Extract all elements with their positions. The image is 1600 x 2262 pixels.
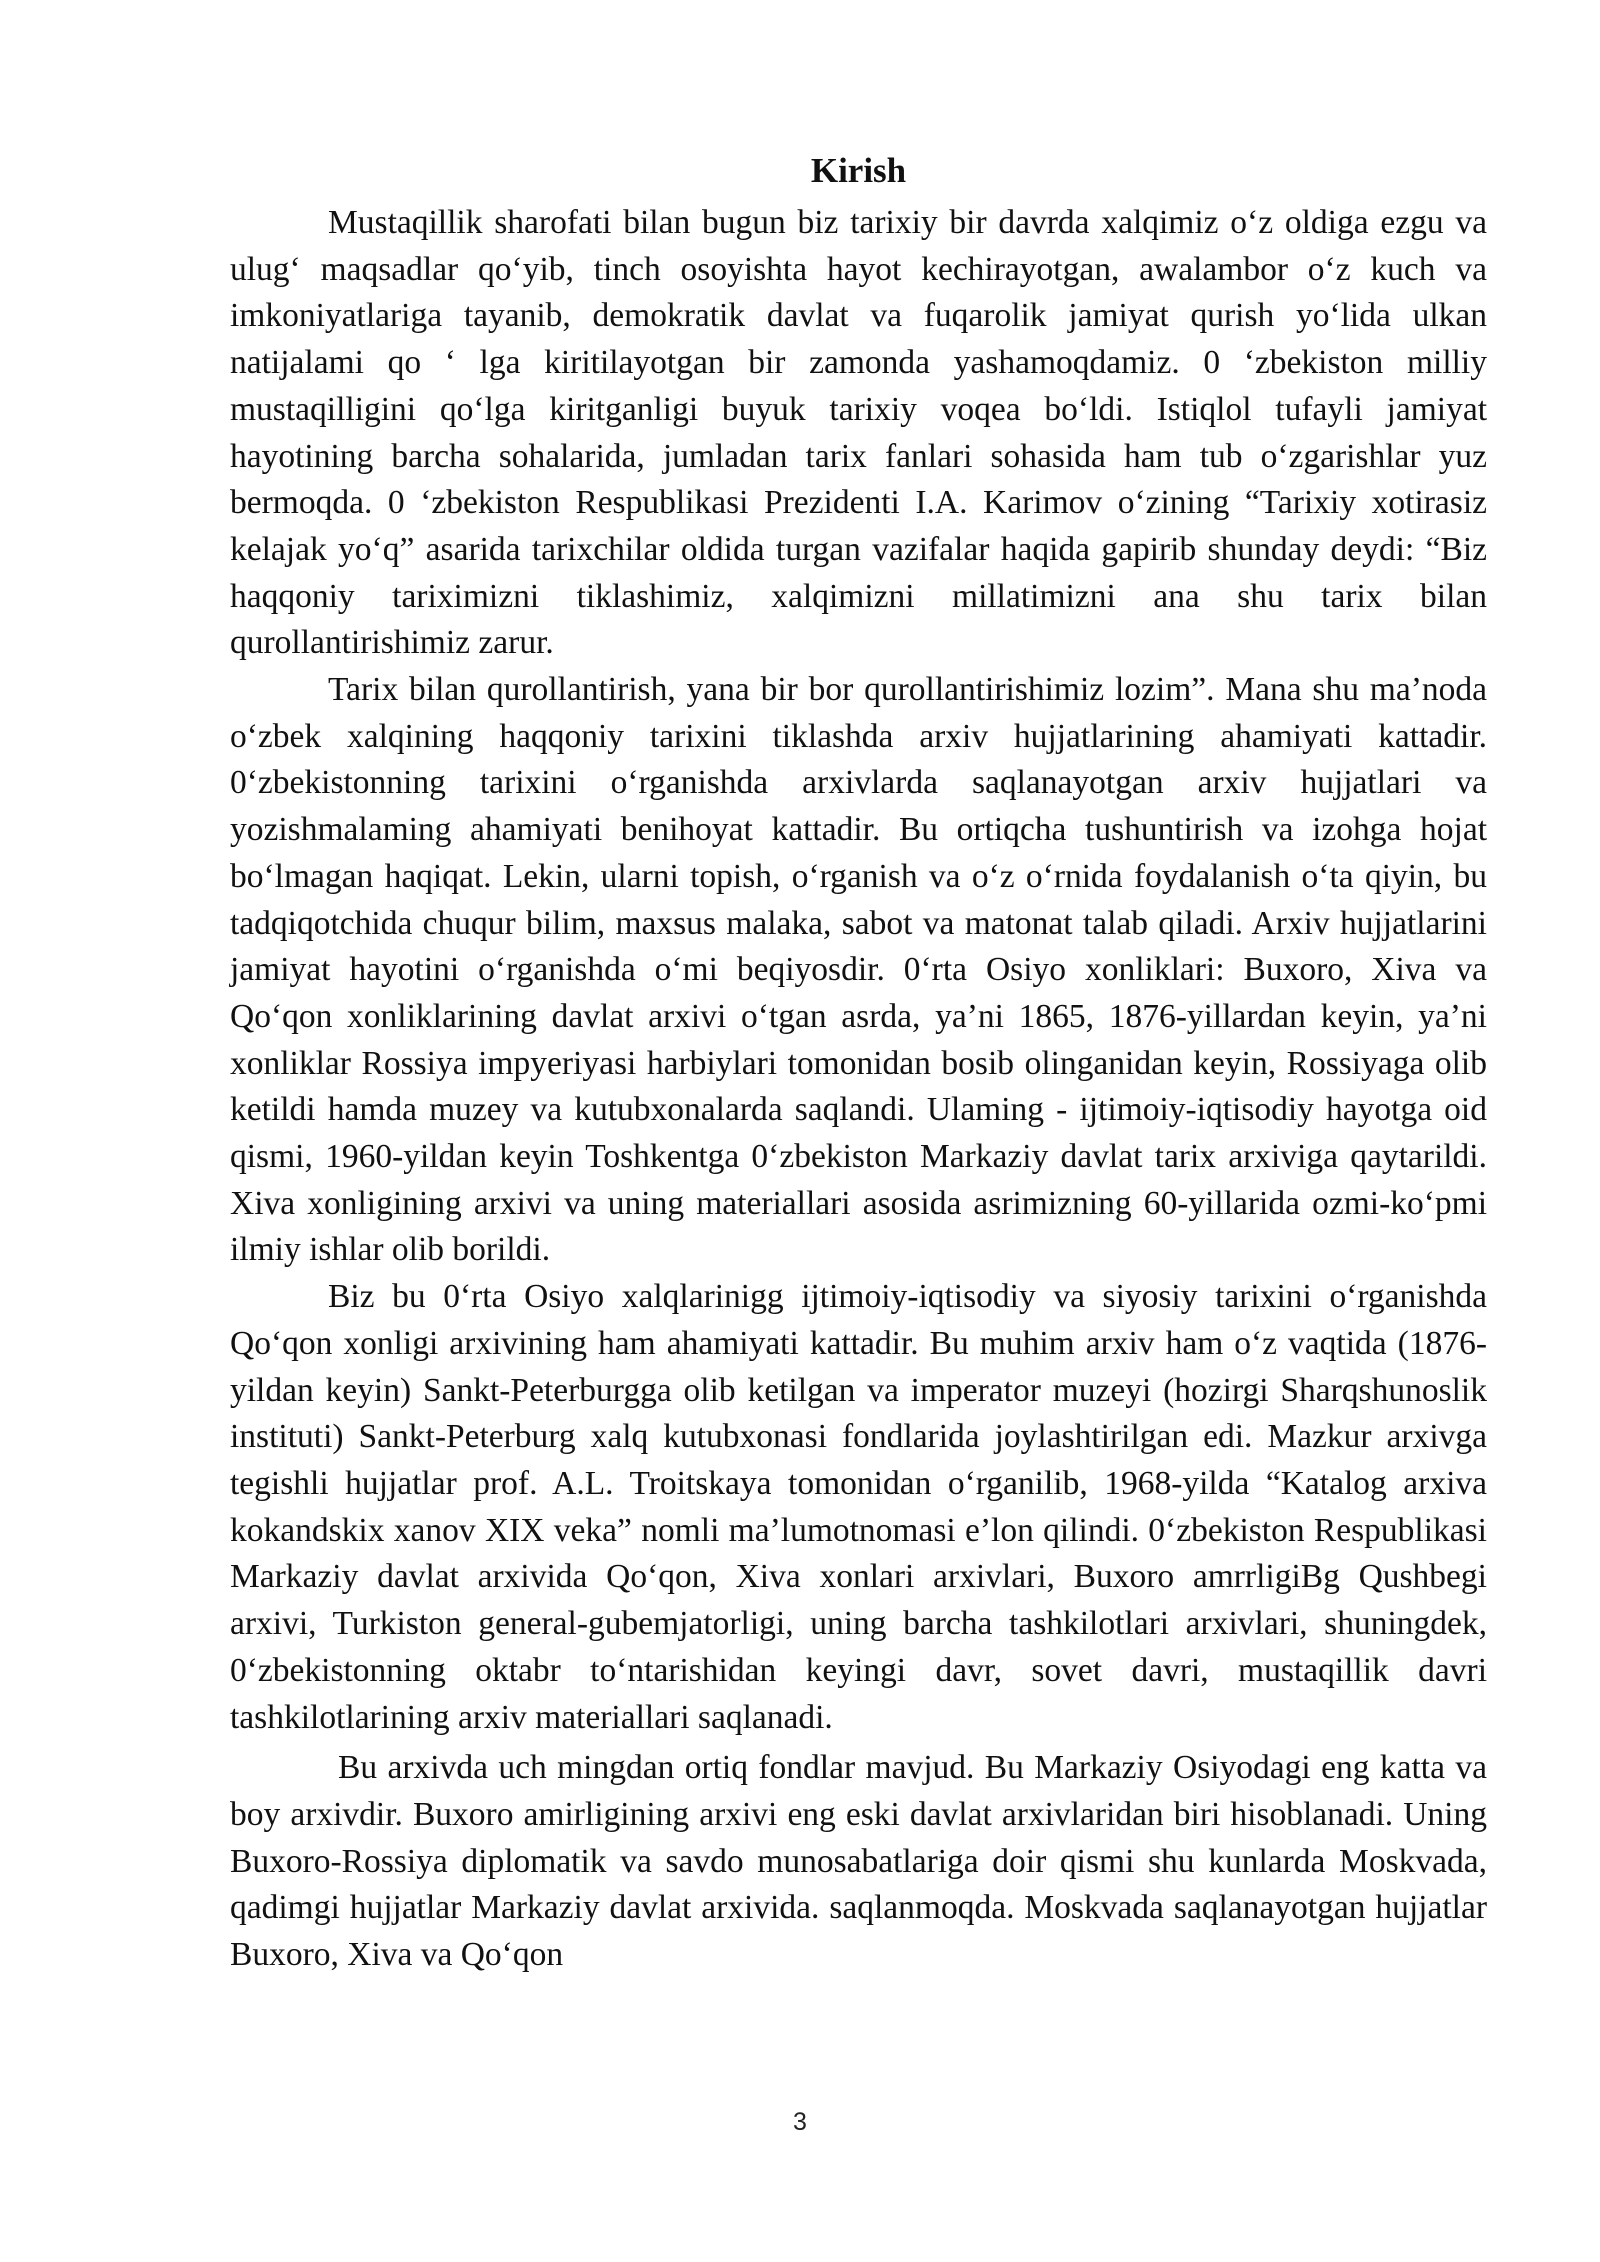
page-content xyxy=(230,148,1487,1979)
page-number: 3 xyxy=(793,2108,807,2136)
paragraph-2: Tarix bilan qurollantirish, yana bir bor qurollantirishimiz lozim”. Mana shu ma’noda o‘zbek xalqining haqqoniy tarixini tiklashda arxiv hujjatlarining ahamiyati kattadir. 0‘zbekistonning tarixini o‘rganishda arxivlarda saqlanayotgan arxiv hujjatlari va yozishmalaming ahamiyati benihoyat kattadir. Bu ortiqcha tushuntirish va izohga hojat bo‘lmagan haqiqat. Lekin, ularni topish, o‘rganish va o‘z o‘rnida foydalanish o‘ta qiyin, bu tadqiqotchida chuqur bilim, maxsus malaka, sabot va matonat talab qiladi. Arxiv hujjatlarini jamiyat hayotini o‘rganishda o‘mi beqiyosdir. 0‘rta Osiyo xonliklari: Buxoro, Xiva va Qo‘qon xonliklarining davlat arxivi o‘tgan asrda, ya’ni 1865, 1876-yillardan keyin, ya’ni xonliklar Rossiya impyeriyasi harbiylari tomonidan bosib olinganidan keyin, Rossiyaga olib ketildi hamda muzey va kutubxonalarda saqlandi. Ulaming - ijtimoiy-iqtisodiy hayotga oid qismi, 1960-yildan keyin Toshkentga 0‘zbekiston Markaziy davlat tarix arxiviga qaytarildi. Xiva xonligining arxivi va uning materiallari asosida asrimizning 60-yillarida ozmi-ko‘pmi ilmiy ishlar olib borildi. xyxy=(230,671,1487,1269)
page-title: Kirish xyxy=(810,151,907,190)
paragraph-3: Biz bu 0‘rta Osiyo xalqlarinigg ijtimoiy-iqtisodiy va siyosiy tarixini o‘rganishda Qo‘qon xonligi arxivining ham ahamiyati kattadir. Bu muhim arxiv ham o‘z vaqtida (1876-yildan keyin) Sankt-Peterburgga olib ketilgan va imperator muzeyi (hozirgi Sharqshunoslik instituti) Sankt-Peterburg xalq kutubxonasi fondlarida joylashtirilgan edi. Mazkur arxivga tegishli hujjatlar prof. A.L. Troitskaya tomonidan o‘rganilib, 1968-yilda “Katalog arxiva kokandskix xanov XIX veka” nomli ma’lumotnomasi e’lon qilindi. 0‘zbekiston Respublikasi Markaziy davlat arxivida Qo‘qon, Xiva xonlari arxivlari, Buxoro amrrligiBg Qushbegi arxivi, Turkiston general-gubemjatorligi, uning barcha tashkilotlari arxivlari, shuningdek, 0‘zbekistonning oktabr to‘ntarishidan keyingi davr, sovet davri, mustaqillik davri tashkilotlarining arxiv materiallari saqlanadi. xyxy=(230,1278,1487,1736)
paragraph-4: Bu arxivda uch mingdan ortiq fondlar mavjud. Bu Markaziy Osiyodagi eng katta va boy arxivdir. Buxoro amirligining arxivi eng eski davlat arxivlaridan biri hisoblanadi. Uning Buxoro-Rossiya diplomatik va savdo munosabatlariga doir qismi shu kunlarda Moskvada, qadimgi hujjatlar Markaziy davlat arxivida. saqlanmoqda. Moskvada saqlanayotgan hujjatlar Buxoro, Xiva va Qo‘qon xyxy=(230,1749,1487,1974)
paragraph-1: Mustaqillik sharofati bilan bugun biz tarixiy bir davrda xalqimiz o‘z oldiga ezgu va ulug‘ maqsadlar qo‘yib, tinch osoyishta hayot kechirayotgan, awalambor o‘z kuch va imkoniyatlariga tayanib, demokratik davlat va fuqarolik jamiyat qurish yo‘lida ulkan natijalami qo ‘ lga kiritilayotgan bir zamonda yashamoqdamiz. 0 ‘zbekiston milliy mustaqilligini qo‘lga kiritganligi buyuk tarixiy voqea bo‘ldi. Istiqlol tufayli jamiyat hayotining barcha sohalarida, jumladan tarix fanlari sohasida ham tub o‘zgarishlar yuz bermoqda. 0 ‘zbekiston Respublikasi Prezidenti I.A. Karimov o‘zining “Tarixiy xotirasiz kelajak yo‘q” asarida tarixchilar oldida turgan vazifalar haqida gapirib shunday deydi: “Biz haqqoniy tariximizni tiklashimiz, xalqimizni millatimizni ana shu tarix bilan qurollantirishimiz zarur. xyxy=(230,204,1487,662)
